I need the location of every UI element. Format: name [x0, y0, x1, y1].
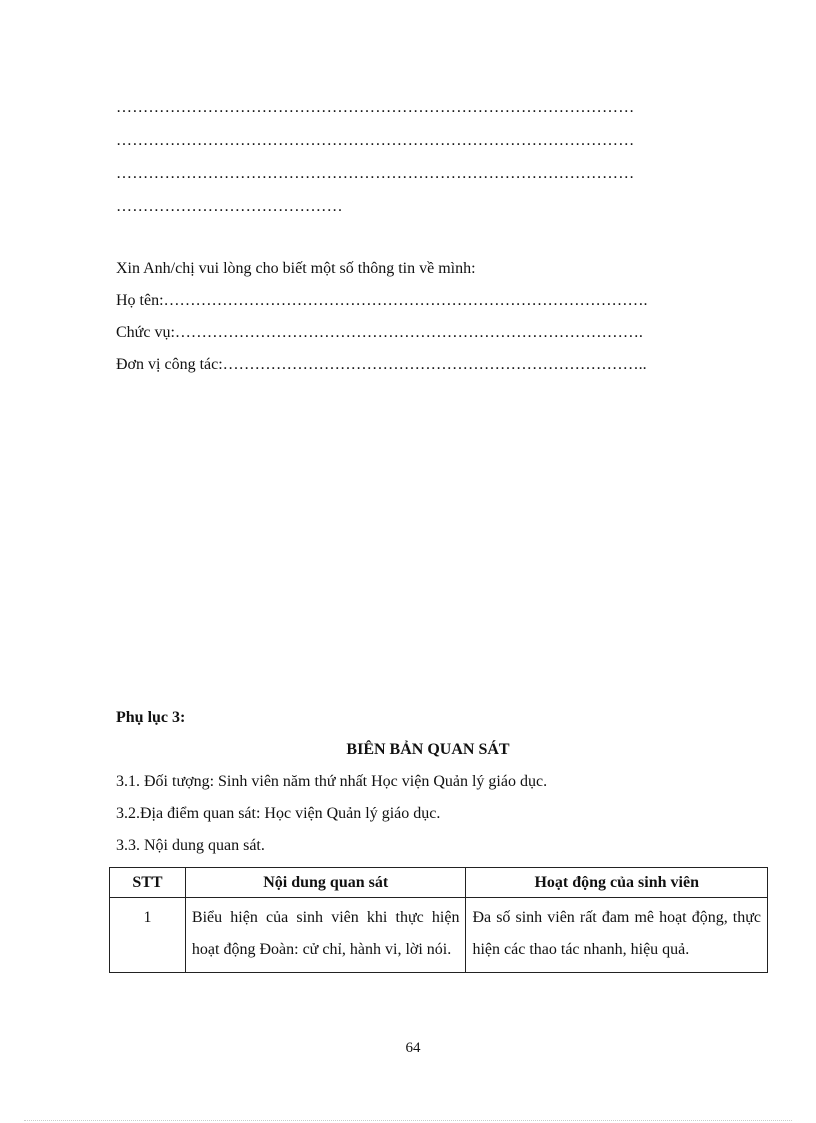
cell-content: Biểu hiện của sinh viên khi thực hiện hoạt động Đoàn: cử chỉ, hành vi, lời nói.: [185, 898, 466, 973]
appendix-title: BIÊN BẢN QUAN SÁT: [346, 741, 510, 758]
appendix-item-1: 3.1. Đối tượng: Sinh viên năm thứ nhất Học viện Quản lý giáo dục.: [116, 773, 548, 790]
info-intro: Xin Anh/chị vui lòng cho biết một số thông tin về mình:: [116, 260, 476, 277]
answer-blank-line-2: ……………………………………………………………………………………: [116, 132, 635, 149]
cell-activity: Đa số sinh viên rất đam mê hoạt động, thực hiện các thao tác nhanh, hiệu quả.: [466, 898, 768, 973]
position-field: Chức vụ:…………………………………………………………………………….: [116, 324, 643, 341]
cell-stt: 1: [110, 898, 186, 973]
appendix-item-2: 3.2.Địa điểm quan sát: Học viện Quản lý giáo dục.: [116, 805, 441, 822]
table-row: [110, 898, 768, 973]
observation-table: [109, 867, 768, 973]
header-activity: Hoạt động của sinh viên: [466, 868, 768, 898]
answer-blank-line-1: ……………………………………………………………………………………: [116, 99, 635, 116]
appendix-item-3: 3.3. Nội dung quan sát.: [116, 837, 265, 854]
unit-field: Đơn vị công tác:……………………………………………………………………..: [116, 356, 647, 373]
name-field: Họ tên:……………………………………………………………………………….: [116, 292, 648, 309]
answer-blank-line-4: ……………………………………: [116, 198, 343, 215]
answer-blank-line-3: ……………………………………………………………………………………: [116, 165, 635, 182]
table-header-row: [110, 868, 768, 898]
footer-divider: [24, 1120, 792, 1121]
header-content: Nội dung quan sát: [185, 868, 466, 898]
appendix-label: Phụ lục 3:: [116, 709, 186, 726]
page-number: 64: [405, 1040, 421, 1056]
header-stt: STT: [110, 868, 186, 898]
